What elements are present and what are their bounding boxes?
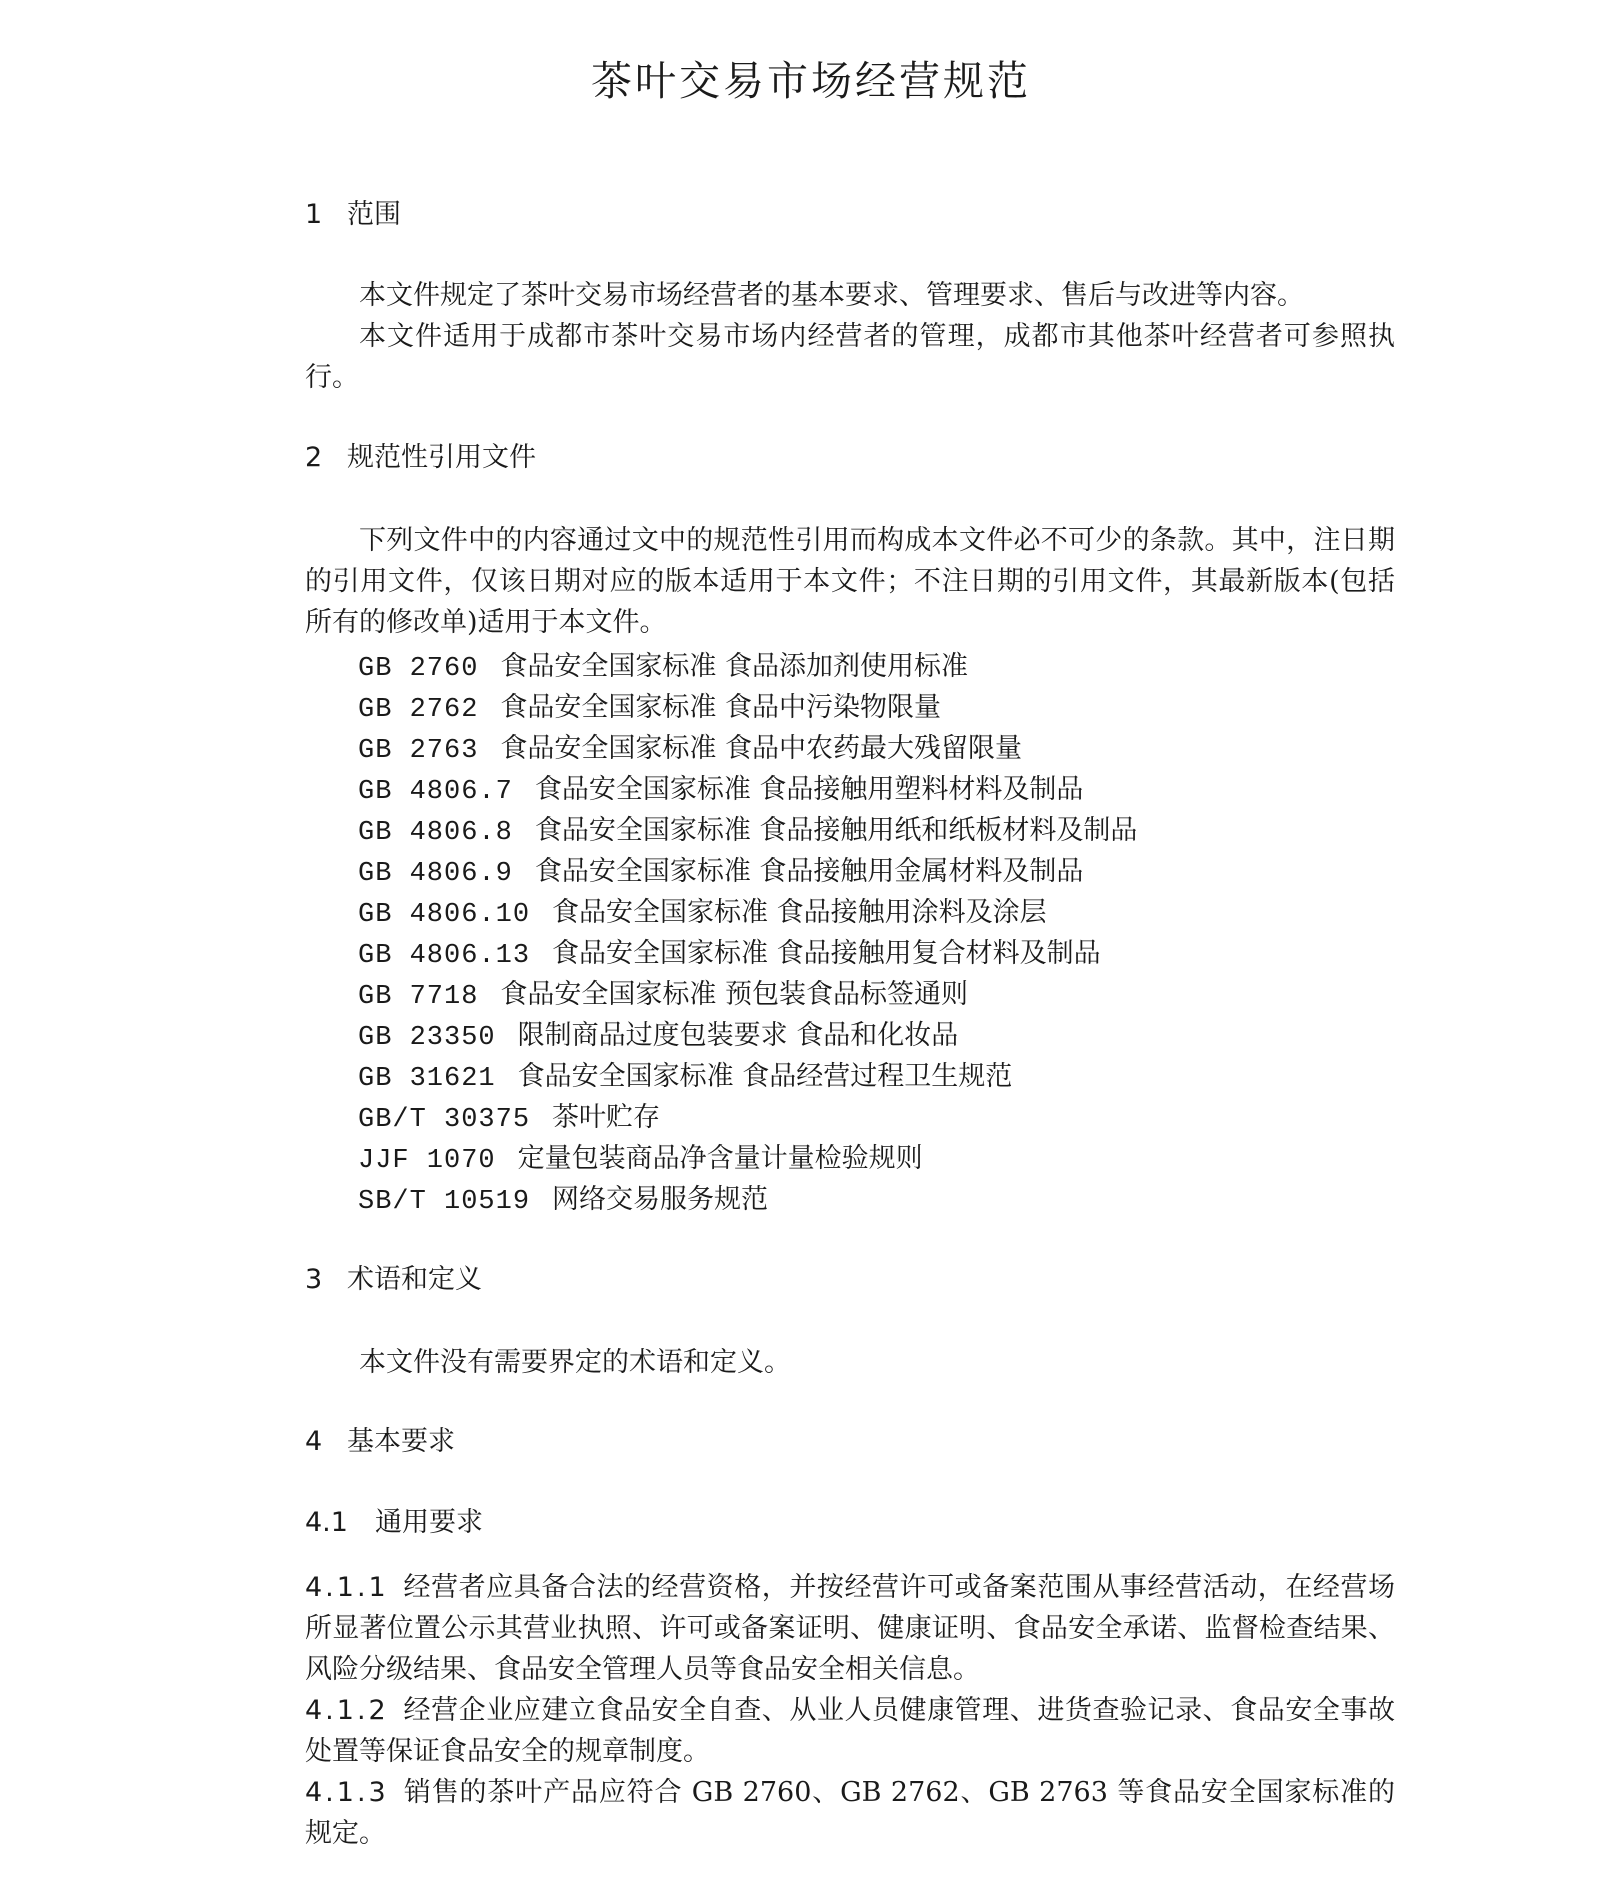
section-number: 3 [305, 1264, 323, 1295]
reference-name: 定量包装商品净含量计量检验规则 [517, 1143, 923, 1174]
clause [305, 1567, 1395, 1690]
section-heading-basic-requirements [305, 1424, 455, 1460]
paragraph: 下列文件中的内容通过文中的规范性引用而构成本文件必不可少的条款。其中，注日期的引用文件，仅该日期对应的版本适用于本文件；不注日期的引用文件，其最新版本(包括所有的修改单)适用于本文件。 [305, 525, 1395, 638]
subsection-heading-general-requirements [305, 1505, 483, 1541]
section-number: 1 [305, 199, 323, 230]
subsection-title: 通用要求 [375, 1507, 483, 1538]
section-title: 范围 [347, 199, 401, 230]
reference-code: GB 31621 [358, 1064, 496, 1094]
reference-code: GB 4806.7 [358, 777, 513, 807]
reference-name: 食品安全国家标准 食品接触用涂料及涂层 [552, 897, 1047, 928]
clause [305, 1772, 1395, 1854]
reference-item [358, 1097, 1137, 1138]
reference-code: GB 2760 [358, 654, 479, 684]
reference-name: 食品安全国家标准 食品接触用金属材料及制品 [534, 856, 1084, 887]
paragraph: 本文件没有需要界定的术语和定义。 [359, 1347, 791, 1378]
reference-item [358, 687, 1137, 728]
reference-item [358, 1138, 1137, 1179]
reference-name: 食品安全国家标准 食品接触用塑料材料及制品 [534, 774, 1084, 805]
section-heading-scope [305, 197, 401, 233]
reference-name: 限制商品过度包装要求 食品和化妆品 [517, 1020, 959, 1051]
reference-item [358, 646, 1137, 687]
clause-number: 4.1.1 [305, 1572, 389, 1603]
reference-code: GB/T 30375 [358, 1105, 531, 1135]
reference-item [358, 933, 1137, 974]
section-heading-normative-references [305, 440, 536, 476]
reference-item [358, 974, 1137, 1015]
reference-item [358, 769, 1137, 810]
clause-text: 经营者应具备合法的经营资格，并按经营许可或备案范围从事经营活动，在经营场所显著位置公示其营业执照、许可或备案证明、健康证明、食品安全承诺、监督检查结果、风险分级结果、食品安全管理人员等食品安全相关信息。 [305, 1572, 1395, 1685]
subsection-number: 4.1 [305, 1507, 348, 1538]
reference-code: JJF 1070 [358, 1146, 496, 1176]
reference-name: 食品安全国家标准 食品接触用复合材料及制品 [552, 938, 1101, 969]
section-number: 2 [305, 442, 323, 473]
clause-text: 经营企业应建立食品安全自查、从业人员健康管理、进货查验记录、食品安全事故处置等保证食品安全的规章制度。 [305, 1695, 1395, 1767]
clause-text: 销售的茶叶产品应符合 GB 2760、GB 2762、GB 2763 等食品安全国家标准的规定。 [305, 1777, 1395, 1849]
reference-list [358, 646, 1137, 1220]
reference-name: 食品安全国家标准 食品中农药最大残留限量 [500, 733, 1023, 764]
reference-name: 食品安全国家标准 预包装食品标签通则 [500, 979, 969, 1010]
section-title: 基本要求 [347, 1426, 455, 1457]
reference-name: 食品安全国家标准 食品中污染物限量 [500, 692, 942, 723]
reference-item [358, 1015, 1137, 1056]
reference-code: GB 7718 [358, 982, 479, 1012]
reference-name: 茶叶贮存 [552, 1102, 661, 1133]
reference-name: 网络交易服务规范 [552, 1184, 769, 1215]
reference-name: 食品安全国家标准 食品接触用纸和纸板材料及制品 [534, 815, 1138, 846]
paragraph: 本文件规定了茶叶交易市场经营者的基本要求、管理要求、售后与改进等内容。 [359, 280, 1304, 311]
reference-item [358, 851, 1137, 892]
reference-code: GB 4806.9 [358, 859, 513, 889]
reference-code: SB/T 10519 [358, 1187, 531, 1217]
clause [305, 1690, 1395, 1772]
document-title: 茶叶交易市场经营规范 [591, 57, 1031, 105]
reference-item [358, 810, 1137, 851]
section-heading-terms-and-definitions [305, 1262, 482, 1298]
reference-code: GB 4806.10 [358, 900, 531, 930]
clause-number: 4.1.2 [305, 1695, 389, 1726]
clause-number: 4.1.3 [305, 1777, 389, 1808]
reference-code: GB 4806.8 [358, 818, 513, 848]
paragraph: 本文件适用于成都市茶叶交易市场内经营者的管理，成都市其他茶叶经营者可参照执行。 [305, 321, 1395, 393]
section-title: 规范性引用文件 [347, 442, 536, 473]
reference-code: GB 4806.13 [358, 941, 531, 971]
reference-name: 食品安全国家标准 食品经营过程卫生规范 [517, 1061, 1013, 1092]
reference-code: GB 2762 [358, 695, 479, 725]
section-number: 4 [305, 1426, 323, 1457]
reference-name: 食品安全国家标准 食品添加剂使用标准 [500, 651, 969, 682]
reference-item [358, 1179, 1137, 1220]
reference-code: GB 2763 [358, 736, 479, 766]
reference-item [358, 892, 1137, 933]
reference-item [358, 728, 1137, 769]
section-title: 术语和定义 [347, 1264, 482, 1295]
reference-code: GB 23350 [358, 1023, 496, 1053]
reference-item [358, 1056, 1137, 1097]
